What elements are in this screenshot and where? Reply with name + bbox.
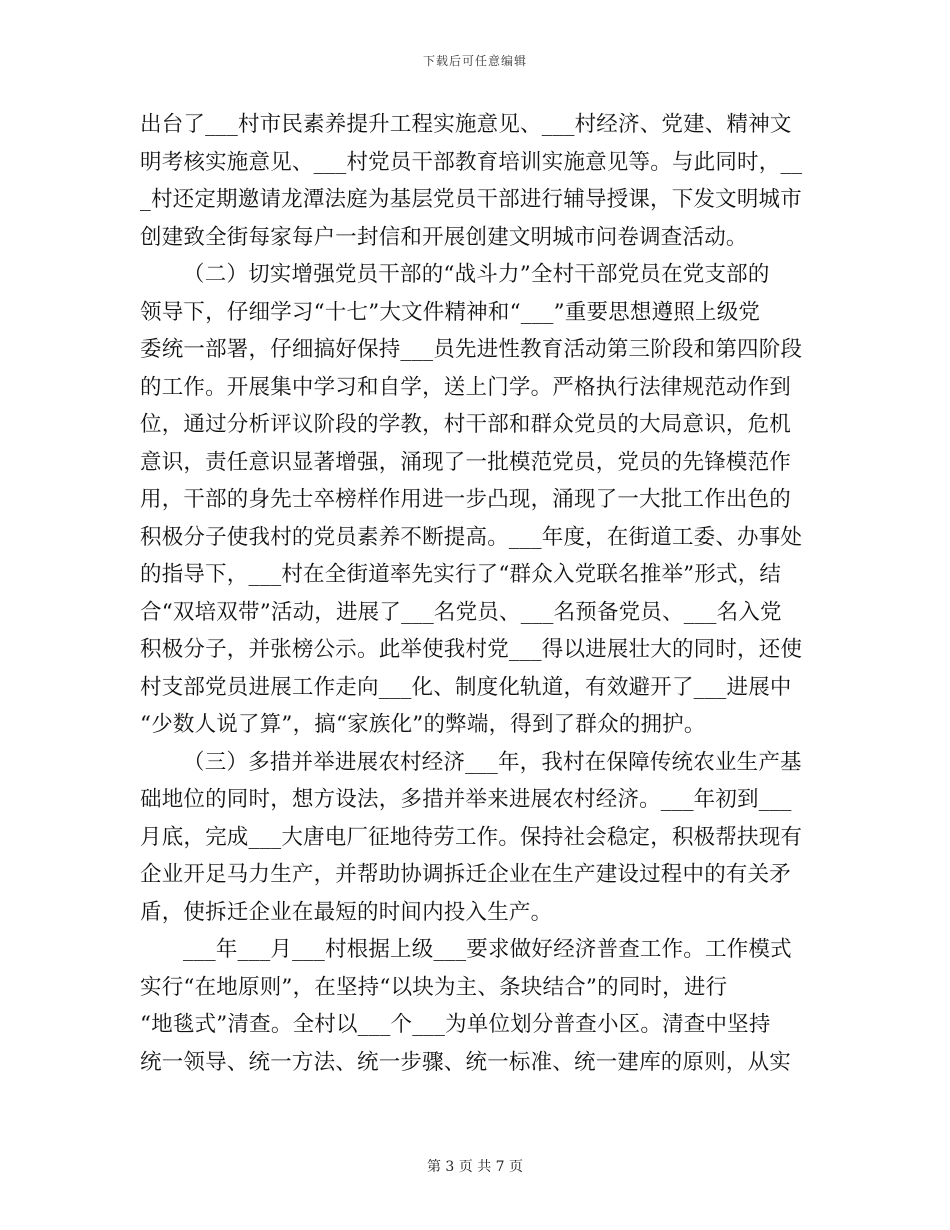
paragraph-2 <box>140 256 816 744</box>
text-line: 位，通过分析评议阶段的学教，村干部和群众党员的大局意识，危机 <box>140 412 792 437</box>
text-line: 的指导下，___村在全街道率先实行了“群众入党联名推举”形式，结 <box>140 562 782 587</box>
page-number: 第 3 页 共 7 页 <box>426 1159 524 1175</box>
text-line: 用，干部的身先士卒榜样作用进一步凸现，涌现了一大批工作出色的 <box>140 487 792 512</box>
text-line: 企业开足马力生产，并帮助协调拆迁企业在生产建设过程中的有关矛 <box>140 862 792 887</box>
text-line: 出台了___村市民素养提升工程实施意见、___村经济、党建、精神文 <box>140 112 792 137</box>
document-body <box>140 106 816 1081</box>
text-line: 积极分子，并张榜公示。此举使我村党___得以进展壮大的同时，还使 <box>140 637 803 662</box>
text-line: （三）多措并举进展农村经济___年，我村在保障传统农业生产基 <box>183 749 802 775</box>
text-line: 委统一部署，仔细搞好保持___员先进性教育活动第三阶段和第四阶段 <box>140 337 803 362</box>
text-line: ___年___月___村根据上级___要求做好经济普查工作。工作模式 <box>183 937 792 962</box>
text-line: 盾，使拆迁企业在最短的时间内投入生产。 <box>140 899 553 925</box>
text-line: 村支部党员进展工作走向___化、制度化轨道，有效避开了___进展中 <box>140 674 792 700</box>
text-line: 意识，责任意识显著增强，涌现了一批模范党员，党员的先锋模范作 <box>140 449 792 475</box>
text-line: “少数人说了算”，搞“家族化”的弊端，得到了群众的拥护。 <box>140 712 706 737</box>
text-line: _村还定期邀请龙潭法庭为基层党员干部进行辅导授课，下发文明城市 <box>140 187 802 212</box>
text-line: 础地位的同时，想方设法，多措并举来进展农村经济。___年初到___ <box>140 787 792 812</box>
text-line: 的工作。开展集中学习和自学，送上门学。严格执行法律规范动作到 <box>140 374 792 400</box>
text-line: 月底，完成___大唐电厂征地待劳工作。保持社会稳定，积极帮扶现有 <box>140 824 803 850</box>
text-line: “地毯式”清查。全村以___个___为单位划分普查小区。清查中坚持 <box>140 1012 771 1037</box>
paragraph-1 <box>140 106 816 256</box>
page-header-note: 下载后可任意编辑 <box>422 54 527 68</box>
text-line: 领导下，仔细学习“十七”大文件精神和“___”重要思想遵照上级党 <box>140 299 761 325</box>
text-line: （二）切实增强党员干部的“战斗力”全村干部党员在党支部的 <box>183 262 770 287</box>
text-line: 积极分子使我村的党员素养不断提高。___年度，在街道工委、办事处 <box>140 524 803 550</box>
text-line: 创建致全街每家每户一封信和开展创建文明城市问卷调查活动。 <box>140 224 748 250</box>
text-line: 统一领导、统一方法、统一步骤、统一标准、统一建库的原则，从实 <box>140 1049 792 1075</box>
text-line: 合“双培双带”活动，进展了___名党员、___名预备党员、___名入党 <box>140 599 782 625</box>
paragraph-4 <box>140 931 816 1081</box>
text-line: 实行“在地原则”，在坚持“以块为主、条块结合”的同时，进行 <box>140 974 728 1000</box>
text-line: 明考核实施意见、___村党员干部教育培训实施意见等。与此同时，__ <box>140 149 803 175</box>
paragraph-3 <box>140 744 816 932</box>
